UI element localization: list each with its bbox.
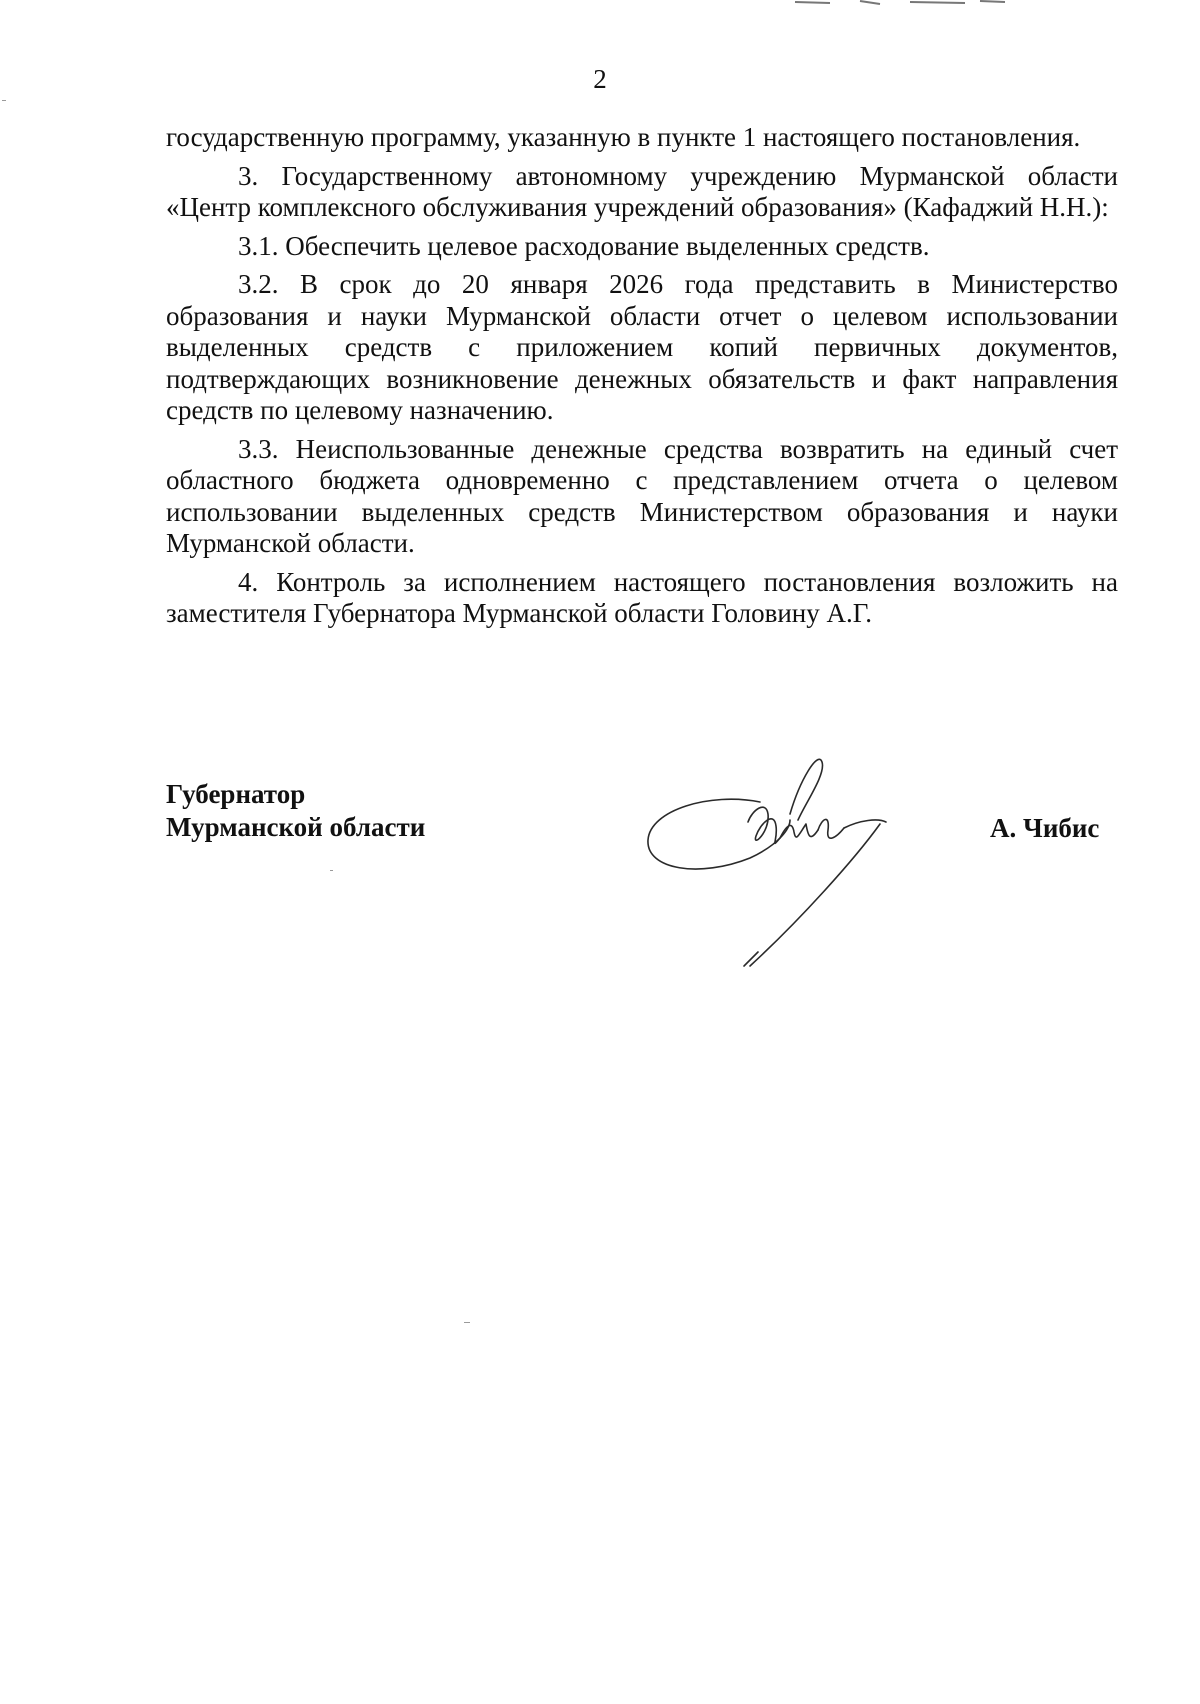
paragraph-3-1: 3.1. Обеспечить целевое расходование выделенных средств. [238,230,930,261]
scan-speck [330,870,333,871]
paragraph-3: 3. Государственному автономному учреждению Мурманской области «Центр комплексного обслуживания учреждений образования» (Кафаджий Н.Н.): [166,160,1118,222]
signatory-position-line1: Губернатор [166,779,306,809]
paragraph-3-2: 3.2. В срок до 20 января 2026 года представить в Министерство образования и науки Мурманской области отчет о целевом использовании выделенных средств с приложением копий первичных документов, подтверждающих возникновение денежных обязательств и факт направления средств по целевому назначению. [166,269,1118,425]
signature-strokes [648,759,886,966]
handwritten-signature [640,740,940,980]
paragraph-4: 4. Контроль за исполнением настоящего постановления возложить на заместителя Губернатора Мурманской области Головину А.Г. [166,566,1118,628]
signatory-position [166,778,425,844]
paragraph-3-3: 3.3. Неиспользованные денежные средства возвратить на единый счет областного бюджета одновременно с представлением отчета о целевом использовании выделенных средств Министерством образования и науки Мурманской области. [166,433,1118,558]
scan-artifact-top [790,0,1010,8]
page-number: 2 [593,64,607,94]
document-body [166,122,1118,637]
paragraph-continuation: государственную программу, указанную в пункте 1 настоящего постановления. [166,122,1081,152]
scan-speck [2,100,6,101]
signatory-position-line2: Мурманской области [166,812,426,842]
scan-speck [464,1322,470,1323]
signatory-name: А. Чибис [990,813,1100,843]
